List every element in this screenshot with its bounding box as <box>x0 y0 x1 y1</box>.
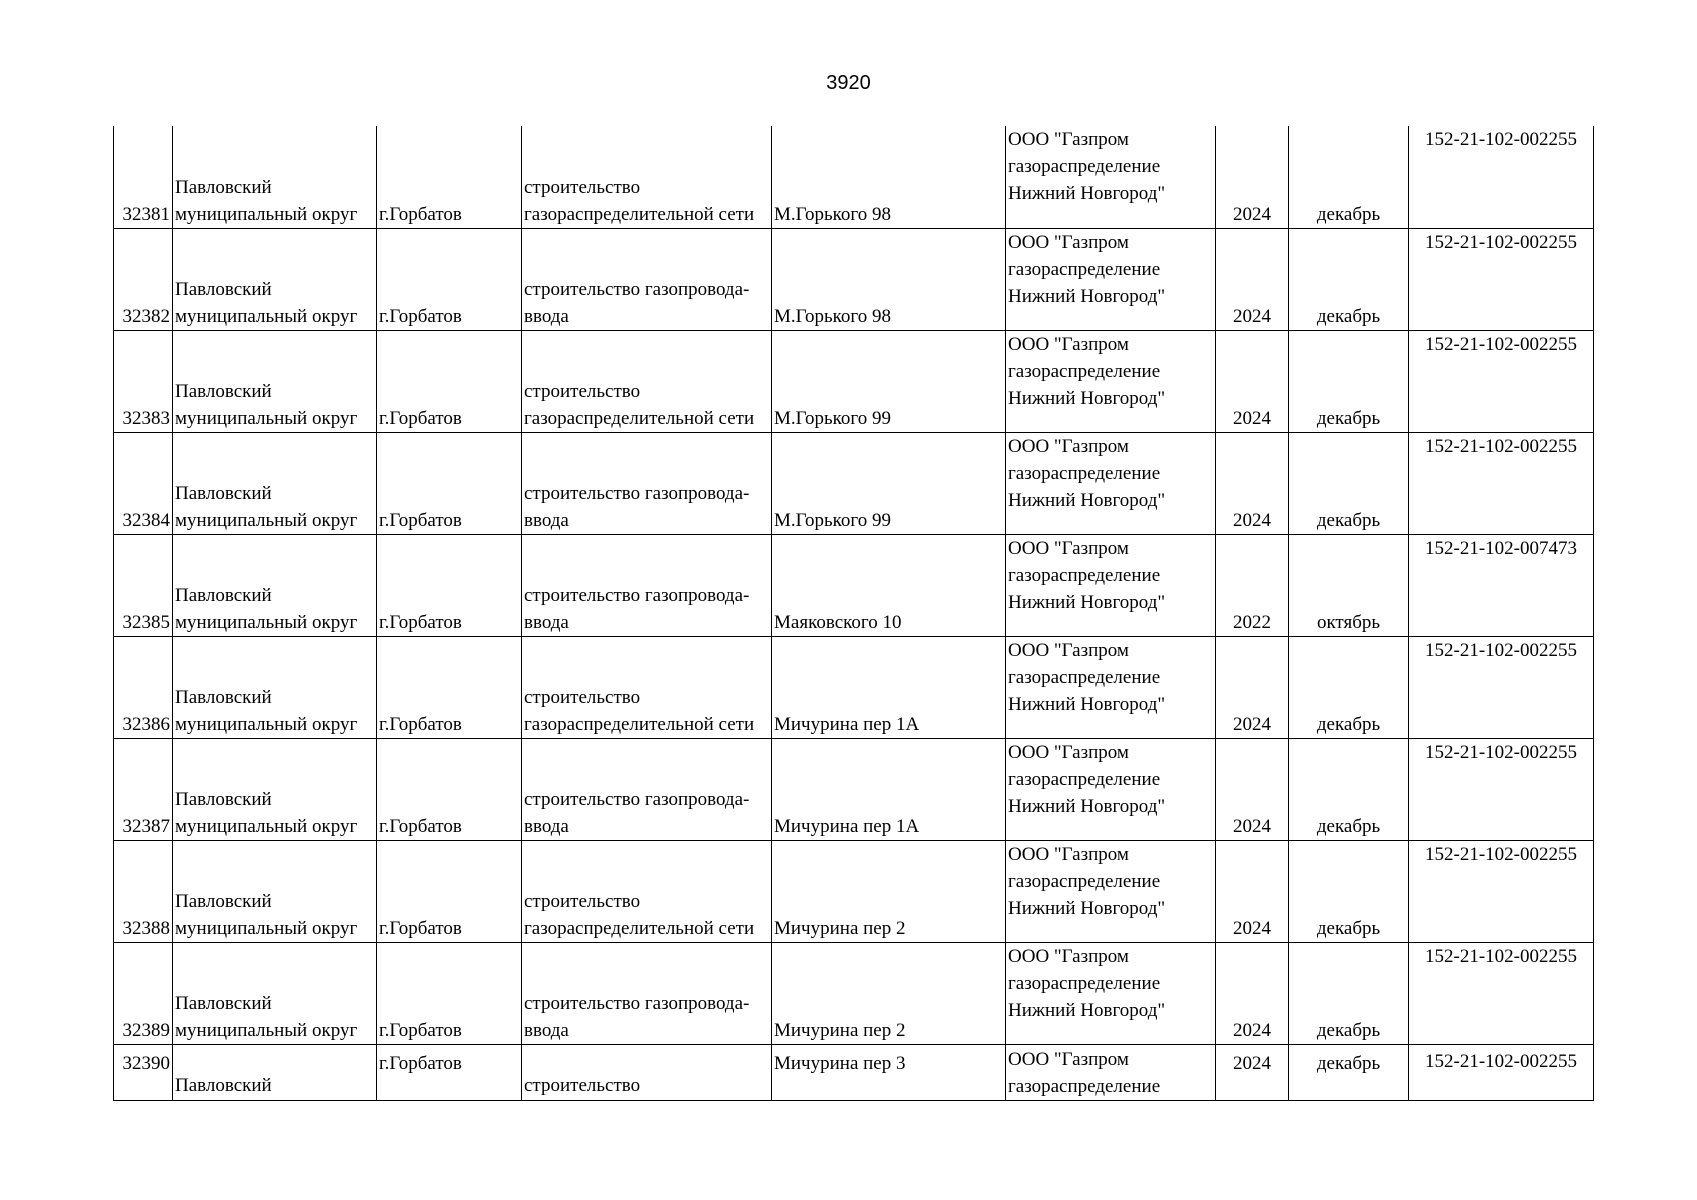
organization-line: Нижний Новгород" <box>1008 285 1166 307</box>
organization-line: ООО "Газпром <box>1008 435 1129 457</box>
district-line: Павловский <box>175 482 272 504</box>
row-number-cell: 32384 <box>114 432 173 534</box>
work-type-cell <box>522 1044 772 1100</box>
registration-number-cell: 152-21-102-002255 <box>1409 840 1594 942</box>
organization-line: газораспределение <box>1008 258 1161 280</box>
year-cell: 2024 <box>1216 126 1289 228</box>
address-cell: Мичурина пер 1А <box>772 738 1006 840</box>
work-type-line: ввода <box>524 1019 569 1041</box>
organization-cell <box>1006 942 1216 1044</box>
district-line: муниципальный округ <box>175 611 358 633</box>
work-type-cell <box>522 126 772 228</box>
registration-number-cell: 152-21-102-002255 <box>1409 636 1594 738</box>
year-cell: 2024 <box>1216 636 1289 738</box>
work-type-cell <box>522 738 772 840</box>
month-cell: декабрь <box>1289 738 1409 840</box>
organization-line: ООО "Газпром <box>1008 1048 1129 1070</box>
district-cell <box>173 534 377 636</box>
table-row <box>114 126 1594 228</box>
organization-line: ООО "Газпром <box>1008 639 1129 661</box>
district-cell <box>173 228 377 330</box>
organization-line: ООО "Газпром <box>1008 129 1129 150</box>
district-line: муниципальный округ <box>175 203 358 225</box>
table-row <box>114 636 1594 738</box>
work-type-line: газораспределительной сети <box>524 917 755 939</box>
table-row <box>114 840 1594 942</box>
district-cell <box>173 840 377 942</box>
organization-line: Нижний Новгород" <box>1008 183 1166 204</box>
month-cell: декабрь <box>1289 1044 1409 1100</box>
district-line: Павловский <box>175 584 272 606</box>
organization-cell <box>1006 636 1216 738</box>
row-number-cell: 32387 <box>114 738 173 840</box>
work-type-cell <box>522 534 772 636</box>
city-cell: г.Горбатов <box>377 1044 522 1100</box>
district-line: муниципальный округ <box>175 509 358 531</box>
row-number-cell: 32389 <box>114 942 173 1044</box>
row-number-cell: 32386 <box>114 636 173 738</box>
table-body <box>114 126 1594 1100</box>
organization-cell <box>1006 840 1216 942</box>
organization-cell <box>1006 330 1216 432</box>
work-type-line: ввода <box>524 611 569 633</box>
row-number-cell: 32382 <box>114 228 173 330</box>
month-cell: декабрь <box>1289 942 1409 1044</box>
month-cell: декабрь <box>1289 126 1409 228</box>
organization-line: газораспределение <box>1008 768 1161 790</box>
organization-cell <box>1006 228 1216 330</box>
work-type-cell <box>522 330 772 432</box>
registry-table <box>113 126 1594 1101</box>
district-line: Павловский <box>175 788 272 810</box>
organization-line: газораспределение <box>1008 972 1161 994</box>
organization-line: ООО "Газпром <box>1008 537 1129 559</box>
organization-line: Нижний Новгород" <box>1008 489 1166 511</box>
work-type-line: ввода <box>524 305 569 327</box>
organization-line: Нижний Новгород" <box>1008 387 1166 409</box>
registration-number-cell: 152-21-102-007473 <box>1409 534 1594 636</box>
city-cell: г.Горбатов <box>377 228 522 330</box>
organization-line: Нижний Новгород" <box>1008 591 1166 613</box>
work-type-line: строительство <box>524 176 641 198</box>
organization-line: газораспределение <box>1008 564 1161 586</box>
city-cell: г.Горбатов <box>377 534 522 636</box>
address-cell: Мичурина пер 2 <box>772 942 1006 1044</box>
district-cell <box>173 1044 377 1100</box>
year-cell: 2024 <box>1216 738 1289 840</box>
city-cell: г.Горбатов <box>377 432 522 534</box>
registration-number-cell: 152-21-102-002255 <box>1409 228 1594 330</box>
work-type-line: строительство газопровода- <box>524 482 750 504</box>
organization-line: Нижний Новгород" <box>1008 999 1166 1021</box>
work-type-line: строительство газопровода- <box>524 584 750 606</box>
organization-line: ООО "Газпром <box>1008 945 1129 967</box>
work-type-line: строительство газопровода- <box>524 278 750 300</box>
table-row <box>114 738 1594 840</box>
district-cell <box>173 636 377 738</box>
registration-number-cell: 152-21-102-002255 <box>1409 738 1594 840</box>
work-type-line: строительство <box>524 686 641 708</box>
organization-cell <box>1006 738 1216 840</box>
table-row <box>114 534 1594 636</box>
work-type-cell <box>522 942 772 1044</box>
address-cell: М.Горького 98 <box>772 126 1006 228</box>
district-line: муниципальный округ <box>175 917 358 939</box>
row-number-cell: 32381 <box>114 126 173 228</box>
work-type-line: строительство <box>524 380 641 402</box>
address-cell: Мичурина пер 2 <box>772 840 1006 942</box>
district-line: Павловский <box>175 686 272 708</box>
address-cell: М.Горького 98 <box>772 228 1006 330</box>
registration-number-cell: 152-21-102-002255 <box>1409 432 1594 534</box>
district-line: Павловский <box>175 278 272 300</box>
table-row <box>114 1044 1594 1100</box>
work-type-line: строительство <box>524 1074 641 1096</box>
city-cell: г.Горбатов <box>377 330 522 432</box>
organization-cell <box>1006 126 1216 228</box>
year-cell: 2024 <box>1216 228 1289 330</box>
city-cell: г.Горбатов <box>377 126 522 228</box>
organization-line: газораспределение <box>1008 870 1161 892</box>
organization-line: газораспределение <box>1008 1075 1161 1097</box>
table-row <box>114 942 1594 1044</box>
work-type-cell <box>522 432 772 534</box>
year-cell: 2024 <box>1216 840 1289 942</box>
district-cell <box>173 432 377 534</box>
work-type-line: строительство газопровода- <box>524 788 750 810</box>
work-type-line: газораспределительной сети <box>524 407 755 429</box>
city-cell: г.Горбатов <box>377 738 522 840</box>
city-cell: г.Горбатов <box>377 942 522 1044</box>
work-type-cell <box>522 228 772 330</box>
organization-line: газораспределение <box>1008 156 1161 177</box>
table-row <box>114 432 1594 534</box>
registration-number-cell: 152-21-102-002255 <box>1409 1044 1594 1100</box>
district-line: Павловский <box>175 176 272 198</box>
table-row <box>114 330 1594 432</box>
row-number-cell: 32390 <box>114 1044 173 1100</box>
row-number-cell: 32385 <box>114 534 173 636</box>
row-number-cell: 32383 <box>114 330 173 432</box>
city-cell: г.Горбатов <box>377 840 522 942</box>
year-cell: 2024 <box>1216 1044 1289 1100</box>
work-type-line: строительство <box>524 890 641 912</box>
organization-line: ООО "Газпром <box>1008 741 1129 763</box>
work-type-cell <box>522 840 772 942</box>
organization-line: Нижний Новгород" <box>1008 897 1166 919</box>
district-line: муниципальный округ <box>175 1019 358 1041</box>
work-type-line: строительство газопровода- <box>524 992 750 1014</box>
work-type-line: ввода <box>524 815 569 837</box>
month-cell: декабрь <box>1289 330 1409 432</box>
address-cell: Мичурина пер 3 <box>772 1044 1006 1100</box>
organization-cell <box>1006 534 1216 636</box>
month-cell: декабрь <box>1289 228 1409 330</box>
organization-line: газораспределение <box>1008 666 1161 688</box>
page-number: 3920 <box>826 72 871 94</box>
organization-line: газораспределение <box>1008 462 1161 484</box>
organization-cell <box>1006 1044 1216 1100</box>
district-line: Павловский <box>175 992 272 1014</box>
address-cell: М.Горького 99 <box>772 432 1006 534</box>
row-number-cell: 32388 <box>114 840 173 942</box>
city-cell: г.Горбатов <box>377 636 522 738</box>
work-type-line: газораспределительной сети <box>524 203 755 225</box>
registration-number-cell: 152-21-102-002255 <box>1409 942 1594 1044</box>
registration-number-cell: 152-21-102-002255 <box>1409 126 1594 228</box>
organization-line: газораспределение <box>1008 360 1161 382</box>
district-cell <box>173 942 377 1044</box>
organization-line: ООО "Газпром <box>1008 333 1129 355</box>
district-cell <box>173 126 377 228</box>
month-cell: октябрь <box>1289 534 1409 636</box>
address-cell: Маяковского 10 <box>772 534 1006 636</box>
district-line: муниципальный округ <box>175 815 358 837</box>
organization-line: Нижний Новгород" <box>1008 693 1166 715</box>
address-cell: Мичурина пер 1А <box>772 636 1006 738</box>
district-line: муниципальный округ <box>175 407 358 429</box>
organization-line: ООО "Газпром <box>1008 843 1129 865</box>
month-cell: декабрь <box>1289 840 1409 942</box>
table-row <box>114 228 1594 330</box>
district-line: муниципальный округ <box>175 713 358 735</box>
district-cell <box>173 330 377 432</box>
organization-line: ООО "Газпром <box>1008 231 1129 253</box>
work-type-line: газораспределительной сети <box>524 713 755 735</box>
district-line: муниципальный округ <box>175 305 358 327</box>
address-cell: М.Горького 99 <box>772 330 1006 432</box>
district-line: Павловский <box>175 1074 272 1096</box>
month-cell: декабрь <box>1289 636 1409 738</box>
district-line: Павловский <box>175 380 272 402</box>
organization-cell <box>1006 432 1216 534</box>
year-cell: 2024 <box>1216 432 1289 534</box>
year-cell: 2024 <box>1216 330 1289 432</box>
work-type-cell <box>522 636 772 738</box>
district-line: Павловский <box>175 890 272 912</box>
organization-line: Нижний Новгород" <box>1008 795 1166 817</box>
year-cell: 2022 <box>1216 534 1289 636</box>
year-cell: 2024 <box>1216 942 1289 1044</box>
work-type-line: ввода <box>524 509 569 531</box>
month-cell: декабрь <box>1289 432 1409 534</box>
district-cell <box>173 738 377 840</box>
registration-number-cell: 152-21-102-002255 <box>1409 330 1594 432</box>
